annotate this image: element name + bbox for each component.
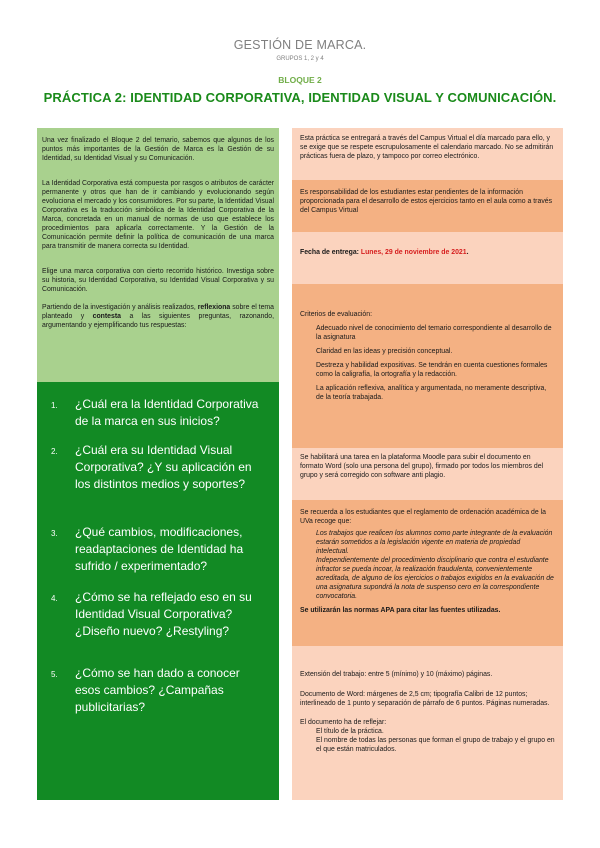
criteria-item: Adecuado nivel de conocimiento del temario correspondiente al desarrollo de la asignatura: [316, 325, 552, 341]
block-label: BLOQUE 2: [278, 75, 322, 85]
reflect-heading: El documento ha de reflejar:: [300, 719, 387, 726]
instructions-paragraph: Partiendo de la investigación y análisis realizados, reflexiona sobre el tema planteado y contesta a las siguientes preguntas, razonando, argumentando y ejemplificando tus respuestas:: [42, 304, 274, 329]
regulation-heading: Se recuerda a los estudiantes que el reglamento de ordenación académica de la UVa recoge que:: [300, 509, 546, 525]
due-date-box: Fecha de entrega: Lunes, 29 de noviembre de 2021.: [292, 232, 563, 284]
choose-brand-paragraph: Elige una marca corporativa con cierto recorrido histórico. Investiga sobre su historia, su Identidad Corporativa, su Identidad Visual Corporativa y su Comunicación.: [42, 268, 274, 293]
question-item: 3. ¿Qué cambios, modificaciones, readaptaciones de Identidad ha sufrido / experimentado?: [51, 525, 244, 573]
practice-title: PRÁCTICA 2: IDENTIDAD CORPORATIVA, IDENTIDAD VISUAL Y COMUNICACIÓN.: [43, 90, 557, 105]
format-requirements: [292, 646, 563, 800]
criteria-item: La aplicación reflexiva, analítica y argumentada, no meramente descriptiva, de la teoría trabajada.: [316, 385, 547, 401]
regulation-quote-2: Independientemente del procedimiento disciplinario que contra el estudiante infractor se pueda incoar, la realización fraudulenta, convenientemente acreditada, de alguno de los ejercicios o trabajos exigidos en la evaluación de una asignatura supondrá la nota de suspenso cero en la correspondiente convocatoria.: [316, 557, 554, 600]
criteria-item: Destreza y habilidad expositivas. Se tendrán en cuenta cuestiones formales como la caligrafía, la ortografía y la redacción.: [316, 362, 548, 378]
question-item: 2. ¿Cuál era su Identidad Visual Corporativa? ¿Y su aplicación en los distintos medios y soportes?: [51, 443, 252, 491]
reflect-item-names: El nombre de todas las personas que forman el grupo de trabajo y el grupo en el que están matriculados.: [316, 737, 555, 753]
apa-note: Se utilizarán las normas APA para citar las fuentes utilizadas.: [300, 607, 501, 614]
identity-paragraph: La Identidad Corporativa está compuesta por rasgos o atributos de carácter permanente y otros que han de ir cambiando y evolucionando según evoluciona el mercado y los consumidores. Por su parte, la Identidad Visual Corporativa es la traducción simbólica de la Identidad Corporativa de la Marca, concretada en un manual de normas de uso que establece los procedimientos para aplicarla correctamente. Y la Gestión de la Comunicación permite definir la política de comunicación de una marca para transmitir de manera correcta su Identidad.: [42, 180, 274, 250]
intro-paragraph: Una vez finalizado el Bloque 2 del temario, sabemos que algunos de los puntos más importantes de la Gestión de Marca es la Gestión de su Identidad, su Identidad Visual y su Comunicación.: [42, 137, 274, 162]
questions-panel: [37, 382, 279, 800]
word-format-requirement: Documento de Word: márgenes de 2,5 cm; tipografía Calibri de 12 puntos; interlineado de 1 punto y separación de párrafo de 6 puntos. Páginas numeradas.: [300, 691, 550, 707]
responsibility-info: Es responsabilidad de los estudiantes estar pendientes de la información proporcionada para el desarrollo de estos ejercicios tanto en el aula como a través del Campus Virtual: [292, 180, 563, 232]
intro-panel: [37, 128, 279, 382]
document-header: [0, 38, 600, 105]
regulation-info: [292, 500, 563, 646]
submission-info: Esta práctica se entregará a través del Campus Virtual el día marcado para ello, y se exige que se respete escrupulosamente el calendario marcado. No se admitirán prácticas fuera de plazo, y tampoco por correo electrónico.: [292, 128, 563, 180]
evaluation-criteria: [292, 284, 563, 448]
document-title: GESTIÓN DE MARCA.: [233, 38, 367, 52]
moodle-info: Se habilitará una tarea en la plataforma Moodle para subir el documento en formato Word (solo una persona del grupo), firmado por todos los miembros del grupo y será corregido con software anti plagio.: [292, 448, 563, 500]
criteria-item: Claridad en las ideas y precisión conceptual.: [316, 348, 453, 355]
due-date-value: Lunes, 29 de noviembre de 2021: [360, 249, 467, 256]
groups-subtitle: GRUPOS 1, 2 y 4: [276, 56, 324, 62]
questions-list: [51, 396, 267, 716]
question-item: 4. ¿Cómo se ha reflejado eso en su Identidad Visual Corporativa? ¿Diseño nuevo? ¿Restyling?: [51, 590, 252, 638]
due-date-label: Fecha de entrega:: [300, 249, 361, 256]
reflect-item-title: El título de la práctica.: [316, 728, 384, 735]
question-item: 5. ¿Cómo se han dado a conocer esos cambios? ¿Campañas publicitarias?: [51, 666, 240, 714]
length-requirement: Extensión del trabajo: entre 5 (mínimo) y 10 (máximo) páginas.: [300, 671, 493, 678]
criteria-heading: Criterios de evaluación:: [300, 311, 373, 318]
question-item: 1. ¿Cuál era la Identidad Corporativa de la marca en sus inicios?: [51, 397, 259, 428]
regulation-quote-1: Los trabajos que realicen los alumnos como parte integrante de la evaluación estarán sometidos a la legislación vigente en materia de propiedad intelectual.: [316, 530, 553, 555]
